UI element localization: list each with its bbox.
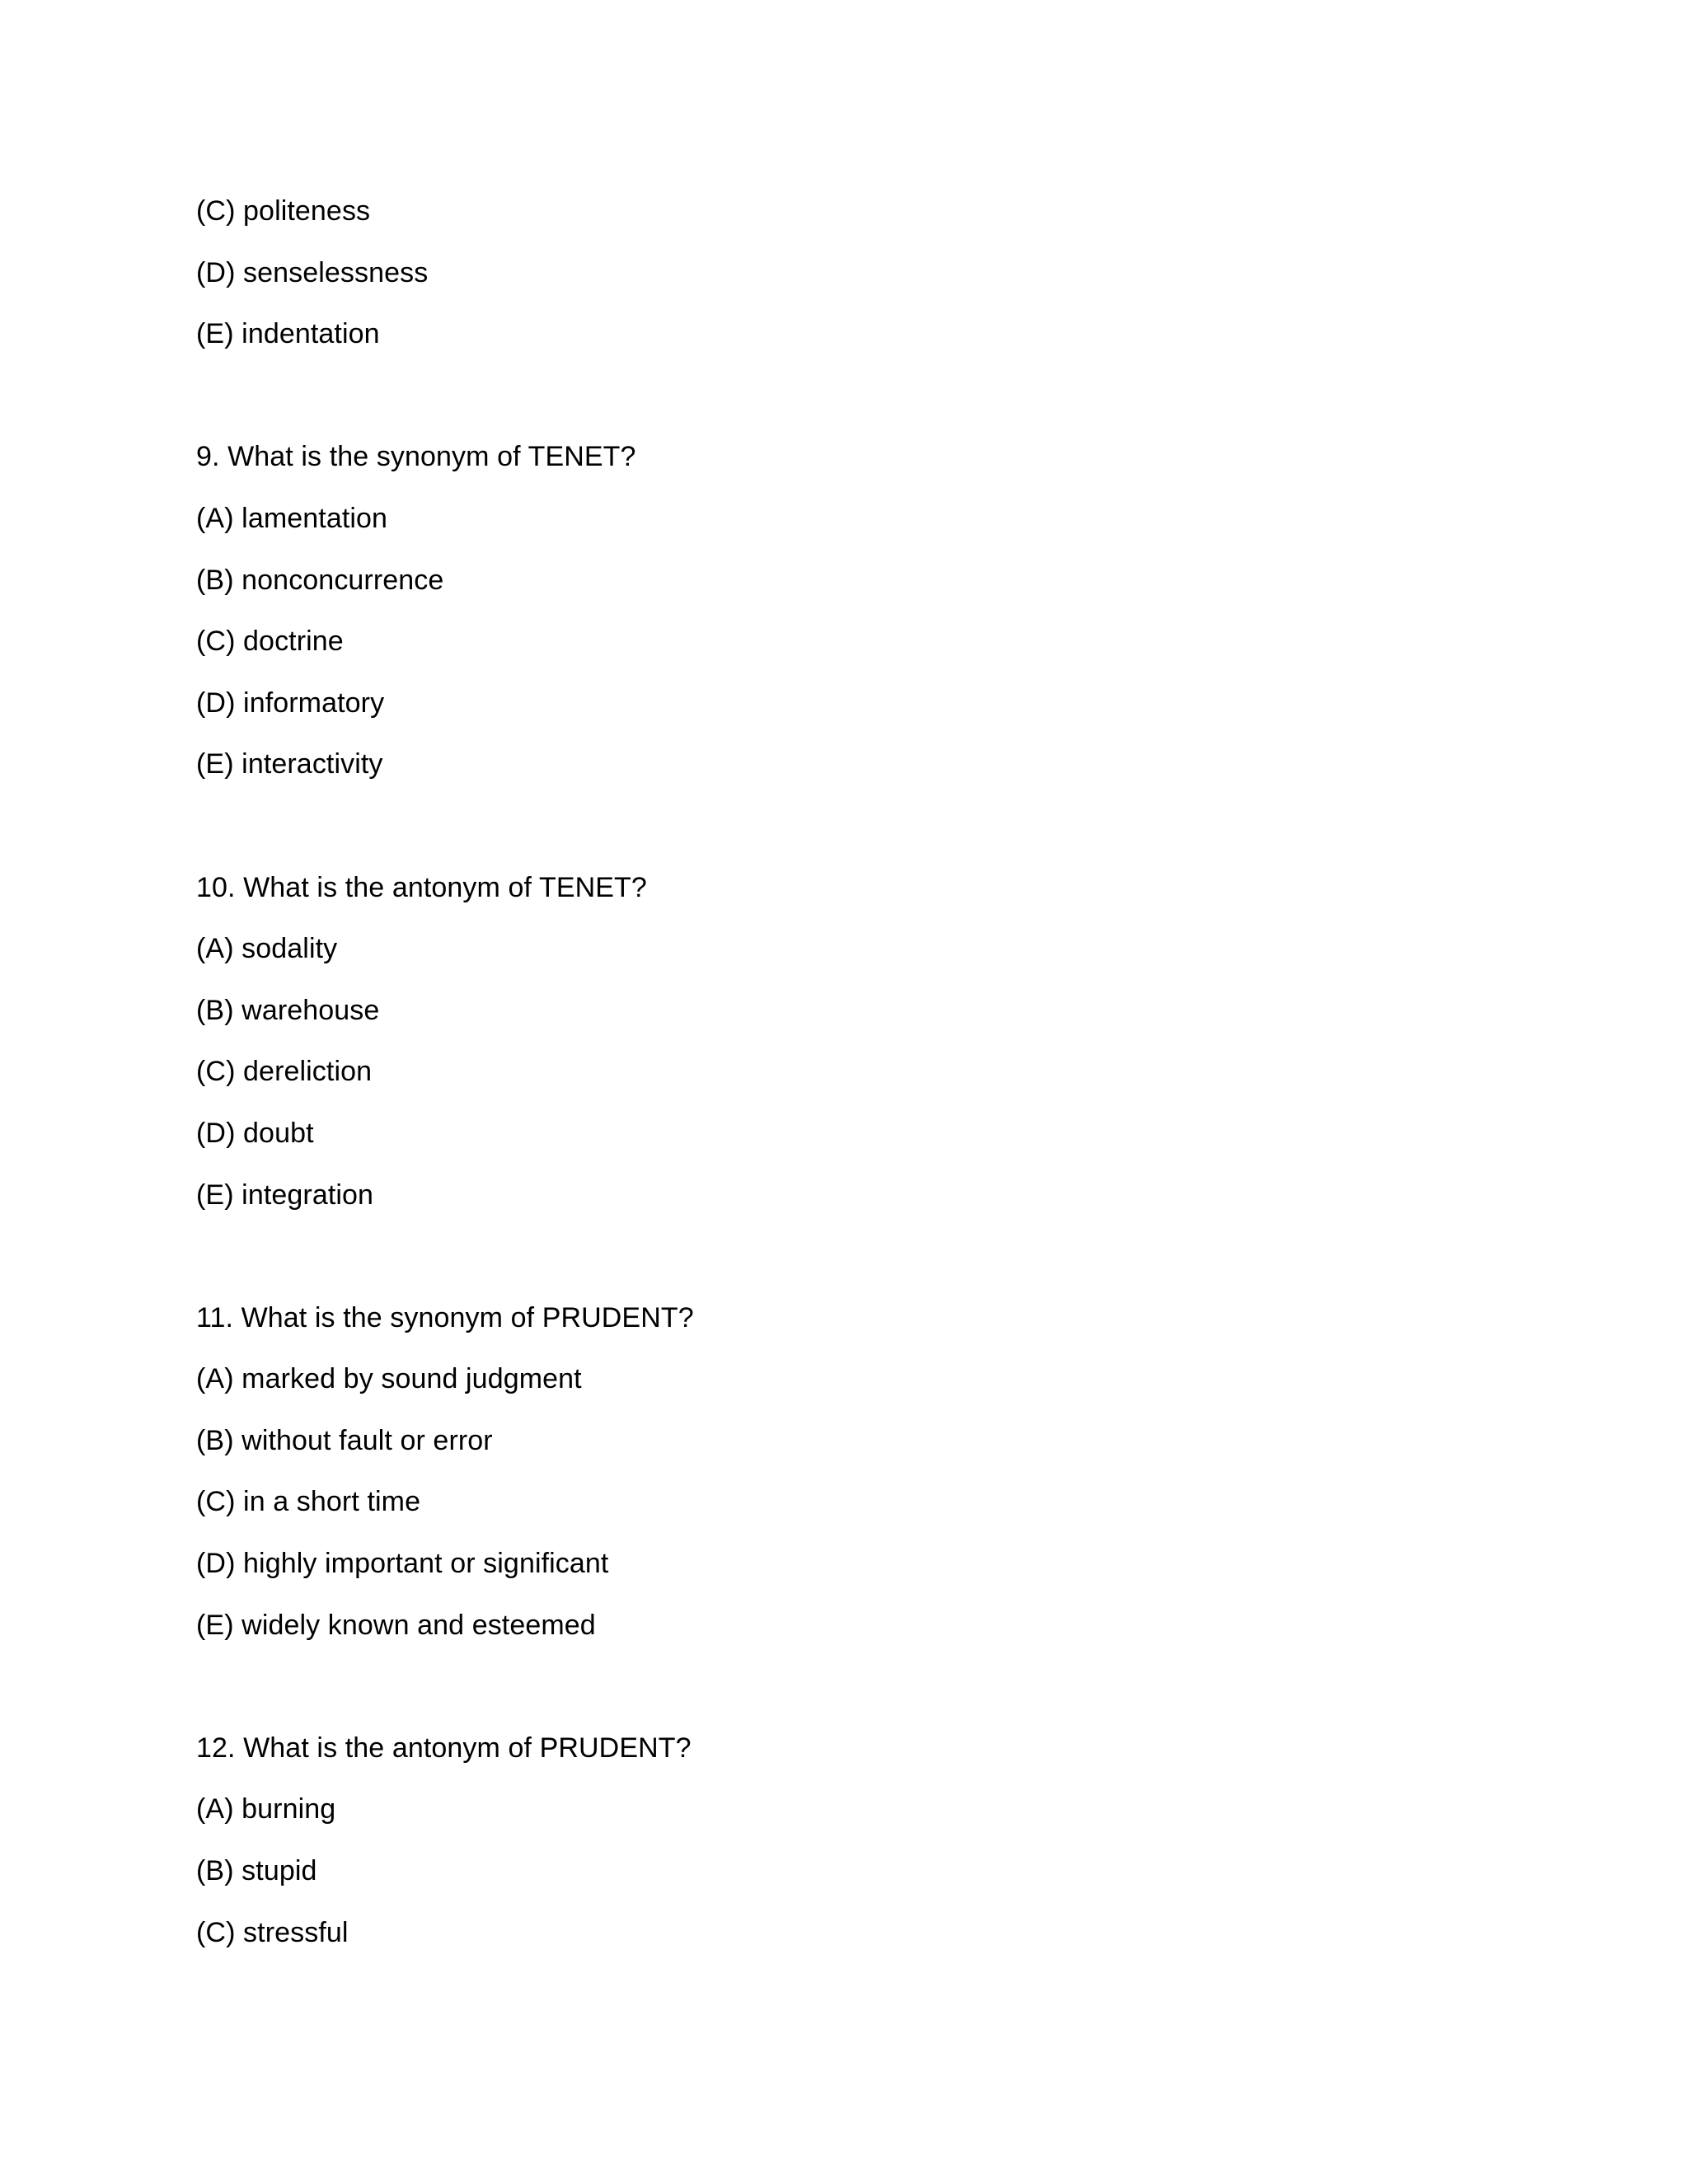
option-text: (B) warehouse — [196, 994, 380, 1026]
question-text: 12. What is the antonym of PRUDENT? — [196, 1732, 692, 1764]
intro-options — [196, 194, 1515, 351]
option-text: (E) interactivity — [196, 748, 383, 780]
section-spacer — [196, 1670, 1515, 1732]
question-block-12 — [196, 1732, 1515, 1950]
option-text: (B) without fault or error — [196, 1424, 493, 1456]
option-text: (C) politeness — [196, 195, 371, 227]
option-text: (C) in a short time — [196, 1486, 421, 1518]
option-text: (D) doubt — [196, 1117, 314, 1149]
option-text: (C) stressful — [196, 1916, 349, 1948]
option-text: (D) highly important or significant — [196, 1548, 609, 1580]
section-spacer — [196, 809, 1515, 871]
question-block-11 — [196, 1301, 1515, 1643]
option-text: (E) integration — [196, 1179, 374, 1211]
question-text: 10. What is the antonym of TENET? — [196, 871, 647, 903]
option-text: (B) nonconcurrence — [196, 564, 444, 596]
question-text: 9. What is the synonym of TENET? — [196, 441, 636, 473]
option-text: (B) stupid — [196, 1855, 317, 1887]
option-text: (E) widely known and esteemed — [196, 1609, 596, 1641]
option-text: (A) lamentation — [196, 502, 388, 534]
question-block-10 — [196, 871, 1515, 1212]
option-text: (D) senselessness — [196, 256, 429, 288]
section-spacer — [196, 379, 1515, 441]
question-text: 11. What is the synonym of PRUDENT? — [196, 1301, 694, 1333]
option-text: (C) doctrine — [196, 626, 344, 658]
option-text: (A) burning — [196, 1793, 336, 1825]
option-text: (A) marked by sound judgment — [196, 1363, 582, 1395]
option-text: (E) indentation — [196, 318, 380, 350]
option-text: (D) informatory — [196, 687, 385, 719]
question-block-9 — [196, 440, 1515, 781]
option-text: (C) dereliction — [196, 1056, 373, 1088]
document-content — [196, 194, 1515, 1977]
section-spacer — [196, 1240, 1515, 1301]
option-text: (A) sodality — [196, 933, 338, 965]
